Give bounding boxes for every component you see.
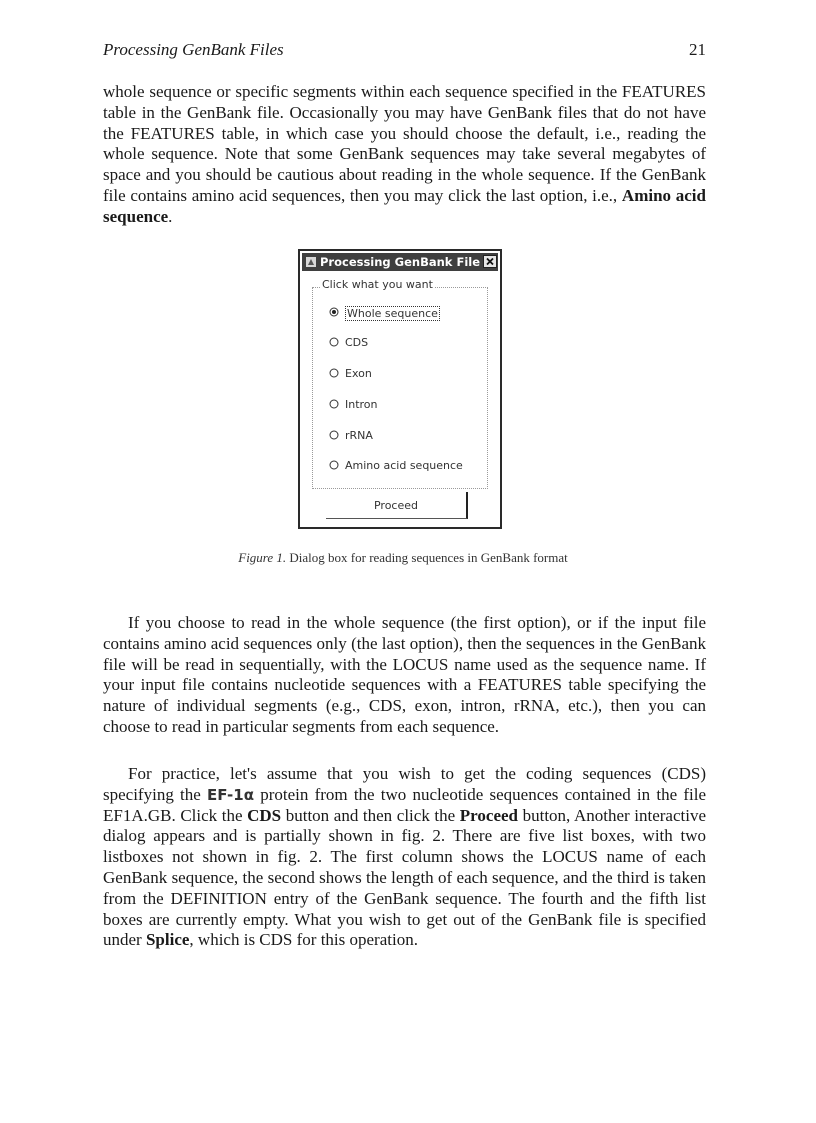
paragraph-intro [103, 82, 706, 228]
amino-acid-emphasis: Amino acid sequence [103, 185, 706, 226]
practice-text-d: button, Another interactive dialog appears and is partially shown in fig. 2. There are five list boxes, with two listboxes not shown in fig. 2. The first column shows the LOCUS name of each GenBank sequence, the second shows the length of each sequence, and the third is taken from the DEFINITION entry of the GenBank sequence. The fourth and the fifth list boxes are currently empty. What you wish to get out of the GenBank file is specified under [103, 805, 706, 950]
paragraph-practice [103, 764, 706, 951]
radio-label: CDS [345, 336, 369, 349]
radio-label: rRNA [345, 429, 373, 442]
page-number: 21 [689, 40, 706, 59]
figure-label: Figure 1. [238, 550, 287, 565]
genbank-dialog [298, 249, 502, 529]
radio-icon [329, 337, 339, 347]
practice-text-c: button and then click the [281, 805, 460, 825]
group-label: Click what you want [322, 278, 433, 291]
dialog-titlebar[interactable] [302, 253, 498, 271]
paragraph-whole-sequence: If you choose to read in the whole sequence (the first option), or if the input file contains amino acid sequences only (the last option), then the sequences in the GenBank file will be read in sequentially, with the LOCUS name used as the sequence name. If your input file contains nucleotide sequences with a FEATURES table specifying the nature of individual segments (e.g., CDS, exon, intron, rRNA, etc.), then you can choose to read in particular segments from each sequence. [103, 613, 706, 736]
figure-caption [0, 550, 806, 566]
paragraph-intro-text: whole sequence or specific segments within each sequence specified in the FEATURES table in the GenBank file. Occasionally you may have GenBank files that do not have the FEATURES table, in which case you should choose the default, i.e., reading the whole sequence. Note that some GenBank sequences may take several megabytes of space and you should be cautious about reading in the whole sequence. If the GenBank file contains amino acid sequences, then you may click the last option, i.e., [103, 82, 706, 205]
cds-emphasis: CDS [247, 805, 282, 825]
radio-label: Whole sequence [347, 307, 438, 320]
close-icon [484, 256, 496, 267]
radio-icon [329, 368, 339, 378]
practice-text-a: For practice, let's assume that you wish to get the coding sequences (CDS) specifying the [103, 764, 706, 804]
running-header [103, 40, 706, 64]
radio-icon [329, 430, 339, 440]
paragraph-intro-tail: . [168, 206, 173, 226]
practice-text-e: , which is CDS for this operation. [189, 930, 418, 950]
radio-label: Exon [345, 367, 372, 380]
radio-label: Intron [345, 398, 378, 411]
radio-label: Amino acid sequence [345, 459, 463, 472]
app-icon [305, 256, 317, 268]
radio-icon [329, 460, 339, 470]
figure-caption-text: Dialog box for reading sequences in GenBank format [289, 550, 568, 565]
protein-name: EF-1α [207, 785, 254, 804]
radio-icon [329, 399, 339, 409]
practice-text-b: protein from the two nucleotide sequences contained in the file EF1A.GB. Click the [103, 784, 706, 825]
running-title: Processing GenBank Files [103, 40, 284, 59]
splice-emphasis: Splice [145, 930, 190, 950]
proceed-button[interactable]: Proceed [326, 492, 468, 519]
close-button[interactable] [483, 255, 497, 268]
proceed-emphasis: Proceed [459, 805, 518, 825]
dialog-title: Processing GenBank File [320, 255, 481, 269]
radio-selected-icon [329, 307, 339, 317]
